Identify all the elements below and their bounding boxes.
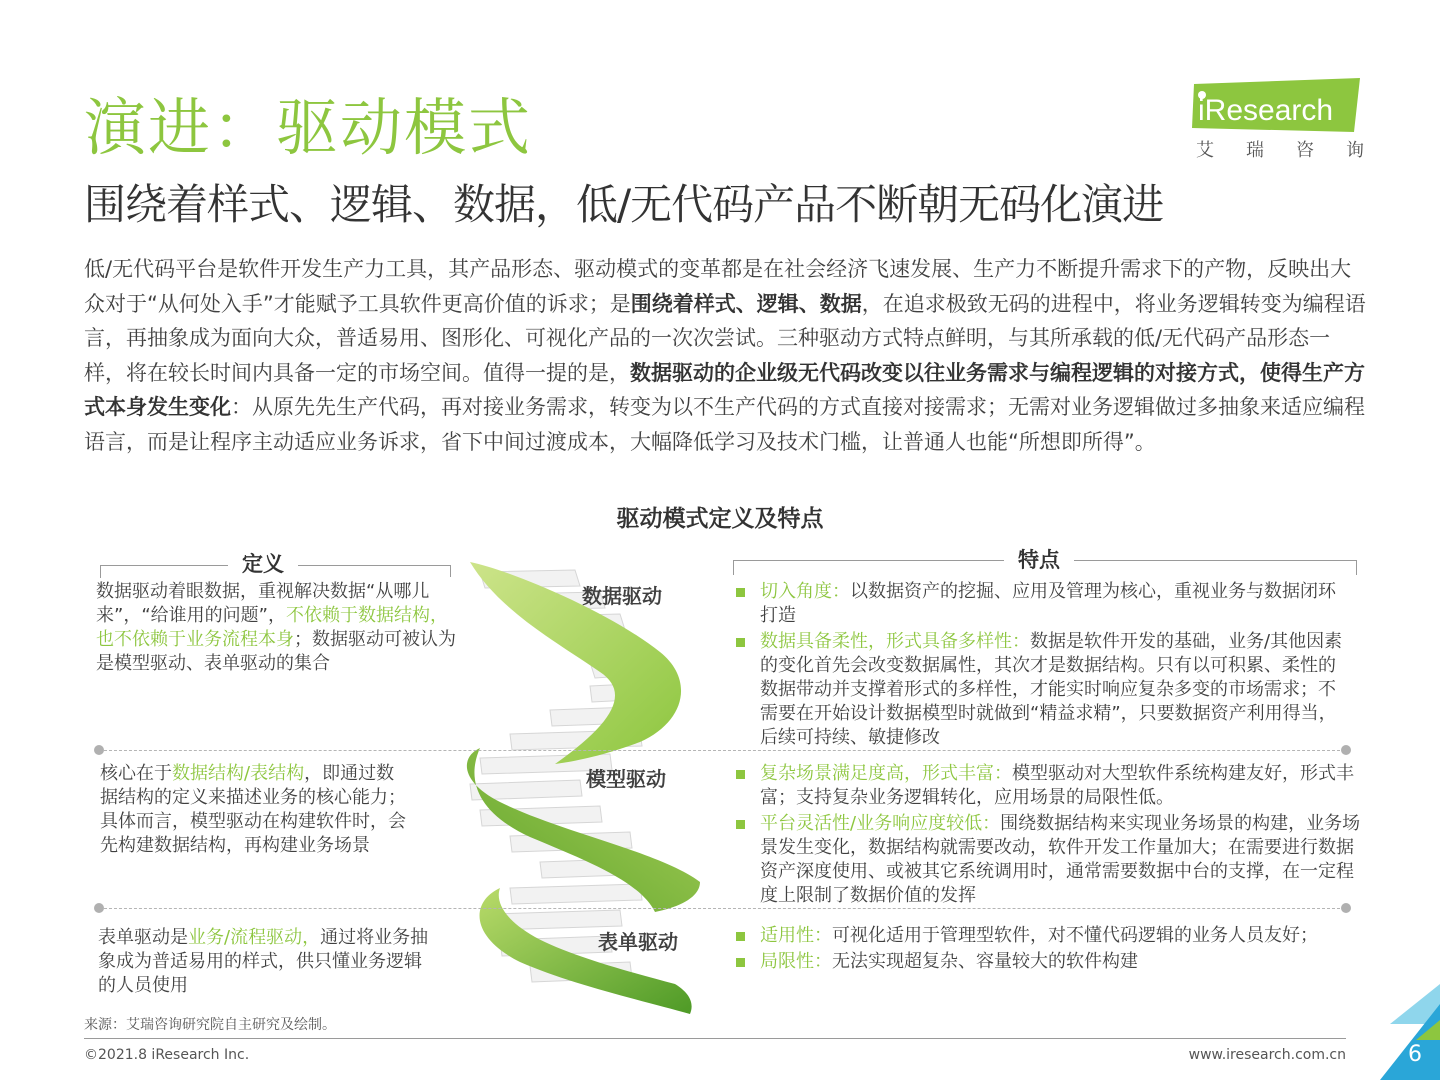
definition-highlight: 数据结构/表结构 bbox=[172, 763, 305, 784]
intro-bold-2: 数据驱动的企业级无代码改变以往业务需求与编程逻辑的对接方式，使得生产方式本身发生变化 bbox=[84, 360, 1365, 419]
divider-dot bbox=[94, 903, 104, 913]
definition-highlight: 不依赖于数据结构，也不依赖于业务流程本身 bbox=[96, 605, 448, 650]
row-label-data-driven: 数据驱动 bbox=[582, 584, 662, 608]
website-url: www.iresearch.com.cn bbox=[1188, 1047, 1346, 1063]
bullet-square-icon bbox=[736, 588, 745, 597]
row-divider bbox=[104, 750, 1340, 751]
feature-item: 数据具备柔性，形式具备多样性：数据是软件开发的基础，业务/其他因素的变化首先会改变数据属性，其次才是数据结构。只有以可积累、柔性的数据带动并支撑着形式的多样性，才能实时响应复杂多变的市场需求；不需要在开始设计数据模型时就做到“精益求精”，只要数据资产利用得当，后续可持续、敏捷修改 bbox=[734, 630, 1350, 750]
divider-dot bbox=[1341, 745, 1351, 755]
logo-brand-text: iResearch bbox=[1198, 94, 1334, 127]
page-title: 演进：驱动模式 bbox=[84, 91, 533, 164]
features-header: 特点 bbox=[1004, 544, 1074, 574]
iresearch-logo-mark bbox=[1192, 78, 1360, 134]
row-divider bbox=[104, 908, 1340, 909]
row-label-model-driven: 模型驱动 bbox=[586, 767, 666, 791]
footer-divider bbox=[84, 1038, 1346, 1039]
definition-highlight: 业务/流程驱动， bbox=[188, 927, 321, 948]
intro-paragraph: 低/无代码平台是软件开发生产力工具，其产品形态、驱动模式的变革都是在社会经济飞速发展、生产力不断提升需求下的产物，反映出大众对于“从何处入手”才能赋予工具软件更高价值的诉求；是围绕着样式、逻辑、数据，在追求极致无码的进程中，将业务逻辑转变为编程语言，再抽象成为面向大众，普适易用、图形化、可视化产品的一次次尝试。三种驱动方式特点鲜明，与其所承载的低/无代码产品形态一样，将在较长时间内具备一定的市场空间。值得一提的是，数据驱动的企业级无代码改变以往业务需求与编程逻辑的对接方式，使得生产方式本身发生变化：从原先先生产代码，再对接业务需求，转变为以不生产代码的方式直接对接需求；无需对业务逻辑做过多抽象来适应编程语言，而是让程序主动适应业务诉求，省下中间过渡成本，大幅降低学习及技术门槛，让普通人也能“所想即所得”。 bbox=[84, 257, 1366, 454]
logo-cn-text: 艾 瑞 咨 询 bbox=[1196, 140, 1364, 161]
feature-item: 切入角度：以数据资产的挖掘、应用及管理为核心，重视业务与数据闭环打造 bbox=[734, 580, 1350, 628]
intro-bold-1: 围绕着样式、逻辑、数据 bbox=[630, 291, 862, 316]
bullet-square-icon bbox=[736, 820, 745, 829]
divider-dot bbox=[1341, 903, 1351, 913]
page-number: 6 bbox=[1408, 1042, 1422, 1067]
source-note: 来源：艾瑞咨询研究院自主研究及绘制。 bbox=[84, 1017, 336, 1033]
feature-item: 平台灵活性/业务响应度较低：围绕数据结构来实现业务场景的构建，业务场景发生变化，数据结构就需要改动，软件开发工作量加大；在需要进行数据资产深度使用、或被其它系统调用时，通常需要数据中台的支撑，在一定程度上限制了数据价值的发挥 bbox=[734, 812, 1364, 908]
definition-model-driven: 核心在于数据结构/表结构，即通过数据结构的定义来描述业务的核心能力； 具体而言，模型驱动在构建软件时，会先构建数据结构，再构建业务场景 bbox=[100, 763, 406, 856]
bullet-square-icon bbox=[736, 958, 745, 967]
feature-item: 适用性：可视化适用于管理型软件，对不懂代码逻辑的业务人员友好； bbox=[734, 924, 1414, 948]
bullet-square-icon bbox=[736, 770, 745, 779]
features-data-driven bbox=[734, 580, 1350, 752]
definition-form-driven: 表单驱动是业务/流程驱动，通过将业务抽象成为普适易用的样式，供只懂业务逻辑的人员使用 bbox=[98, 927, 429, 996]
bullet-square-icon bbox=[736, 638, 745, 647]
spiral-staircase-illustration bbox=[440, 552, 730, 1020]
definition-header: 定义 bbox=[228, 548, 298, 578]
row-label-form-driven: 表单驱动 bbox=[598, 930, 678, 954]
features-model-driven bbox=[734, 762, 1364, 910]
features-form-driven bbox=[734, 924, 1414, 976]
page-subtitle: 围绕着样式、逻辑、数据，低/无代码产品不断朝无码化演进 bbox=[84, 180, 1164, 229]
divider-dot bbox=[94, 745, 104, 755]
chart-title: 驱动模式定义及特点 bbox=[616, 506, 824, 532]
copyright: ©2021.8 iResearch Inc. bbox=[84, 1047, 250, 1063]
feature-item: 复杂场景满足度高，形式丰富：模型驱动对大型软件系统构建友好，形式丰富；支持复杂业务逻辑转化，应用场景的局限性低。 bbox=[734, 762, 1364, 810]
bullet-square-icon bbox=[736, 932, 745, 941]
feature-item: 局限性：无法实现超复杂、容量较大的软件构建 bbox=[734, 950, 1414, 974]
definition-data-driven: 数据驱动着眼数据，重视解决数据“从哪儿来”，“给谁用的问题”，不依赖于数据结构，也不依赖于业务流程本身；数据驱动可被认为是模型驱动、表单驱动的集合 bbox=[96, 581, 456, 674]
iresearch-logo bbox=[1192, 78, 1364, 168]
